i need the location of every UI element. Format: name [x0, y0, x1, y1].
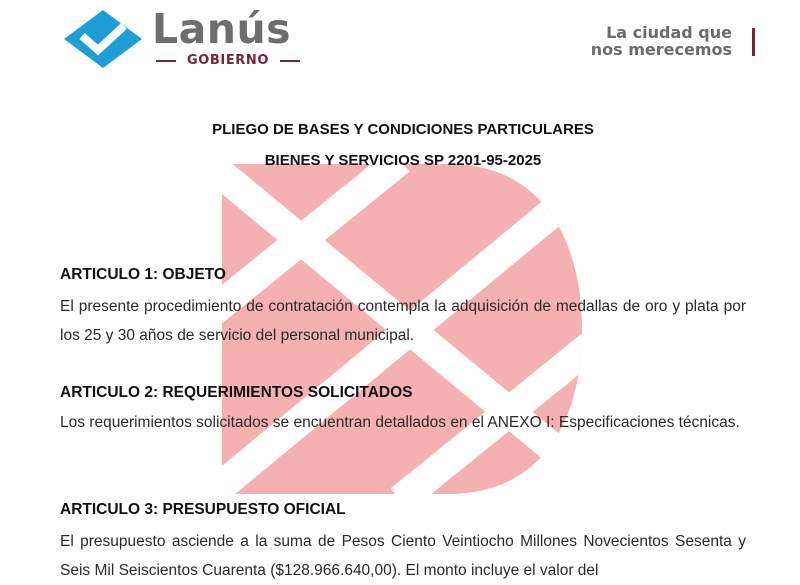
- document-subtitle: BIENES Y SERVICIOS SP 2201-95-2025: [264, 152, 542, 169]
- slogan-line-1: La ciudad que: [606, 23, 732, 42]
- article-3-heading: ARTICULO 3: PRESUPUESTO OFICIAL: [60, 501, 346, 518]
- slogan-line-2: nos merecemos: [590, 40, 732, 59]
- article-1-body: El presente procedimiento de contratación contempla la adquisición de medallas de oro y plata por los 25 y 30 años de servicio del personal municipal.: [60, 298, 746, 344]
- article-2-heading: ARTICULO 2: REQUERIMIENTOS SOLICITADOS: [60, 384, 413, 401]
- divider: [156, 60, 176, 62]
- page-header: [0, 0, 800, 90]
- article-1-heading: ARTICULO 1: OBJETO: [60, 266, 226, 283]
- document-title: PLIEGO DE BASES Y CONDICIONES PARTICULARES: [212, 121, 594, 138]
- brand-name: Lanús: [152, 5, 292, 53]
- article-2-body: Los requerimientos solicitados se encuentran detallados en el ANEXO I: Especificaciones técnicas.: [60, 414, 740, 431]
- brand-subtitle-text: GOBIERNO: [186, 53, 270, 68]
- slogan: [591, 24, 732, 58]
- lanus-logo-icon: [62, 8, 144, 70]
- slogan-accent-bar: [752, 28, 755, 56]
- brand-subtitle: [156, 52, 300, 70]
- article-3-body: El presupuesto asciende a la suma de Pesos Ciento Veintiocho Millones Novecientos Sesenta y Seis Mil Seiscientos Cuarenta ($128.966.640,00). El monto incluye el valor del: [60, 533, 746, 579]
- divider: [280, 60, 300, 62]
